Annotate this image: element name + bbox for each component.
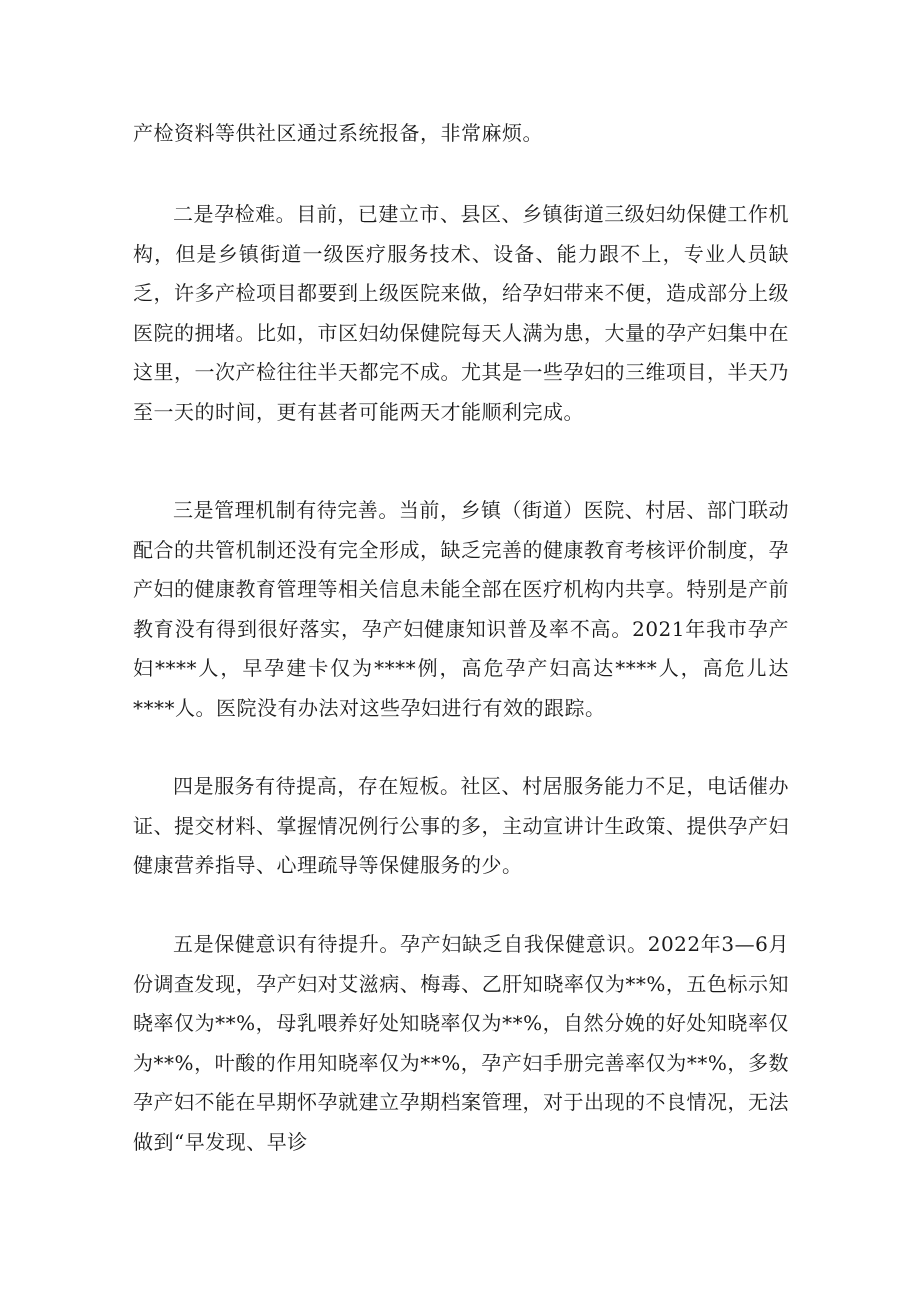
paragraph-continued: 产检资料等供社区通过系统报备，非常麻烦。: [133, 121, 543, 145]
paragraph-service-improvement: 四是服务有待提高，存在短板。社区、村居服务能力不足，电话催办证、提交材料、掌握情况例行公事的多，主动宣讲计生政策、提供孕产妇健康营养指导、心理疏导等保健服务的少。: [133, 774, 789, 878]
paragraph-health-awareness: 五是保健意识有待提升。孕产妇缺乏自我保健意识。2022年3—6月份调查发现，孕产妇对艾滋病、梅毒、乙肝知晓率仅为**%，五色标示知晓率仅为**%，母乳喂养好处知晓率仅为**%，自然分娩的好处知晓率仅为**%，叶酸的作用知晓率仅为**%，孕产妇手册完善率仅为**%，多数孕产妇不能在早期怀孕就建立孕期档案管理，对于出现的不良情况，无法做到“早发现、早诊: [133, 932, 789, 1154]
paragraph-management-mechanism: 三是管理机制有待完善。当前，乡镇（街道）医院、村居、部门联动配合的共管机制还没有完全形成，缺乏完善的健康教育考核评价制度，孕产妇的健康教育管理等相关信息未能全部在医疗机构内共享。特别是产前教育没有得到很好落实，孕产妇健康知识普及率不高。2021年我市孕产妇****人，早孕建卡仅为****例，高危孕产妇高达****人，高危儿达****人。医院没有办法对这些孕妇进行有效的跟踪。: [133, 498, 789, 720]
paragraph-prenatal-check-difficulty: 二是孕检难。目前，已建立市、县区、乡镇街道三级妇幼保健工作机构，但是乡镇街道一级医疗服务技术、设备、能力跟不上，专业人员缺乏，许多产检项目都要到上级医院来做，给孕妇带来不便，造成部分上级医院的拥堵。比如，市区妇幼保健院每天人满为患，大量的孕产妇集中在这里，一次产检往往半天都完不成。尤其是一些孕妇的三维项目，半天乃至一天的时间，更有甚者可能两天才能顺利完成。: [133, 202, 789, 424]
